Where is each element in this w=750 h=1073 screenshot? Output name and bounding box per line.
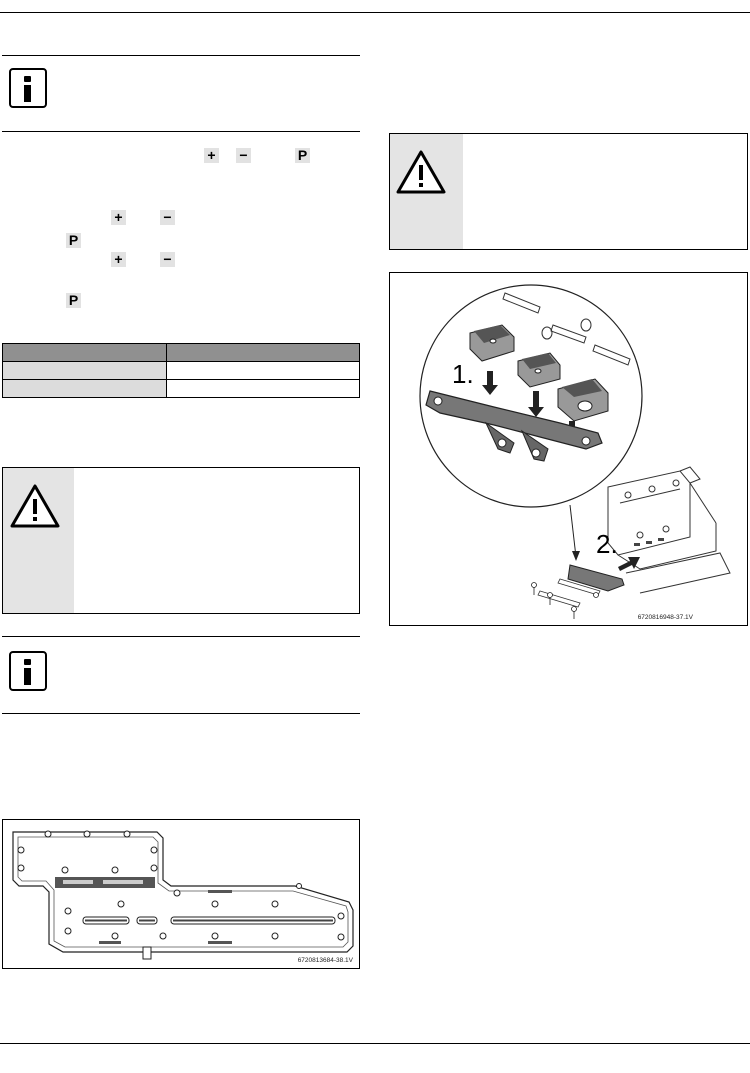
info-note-bottom-rule bbox=[2, 713, 360, 714]
step-1-label: 1. bbox=[452, 359, 474, 389]
info-icon bbox=[9, 68, 47, 108]
table-header-row bbox=[3, 344, 360, 362]
plus-key-icon: + bbox=[111, 210, 126, 225]
gasket-drawing bbox=[3, 820, 359, 968]
assembly-figure bbox=[389, 272, 748, 626]
settings-table bbox=[2, 343, 360, 398]
gasket-figure bbox=[2, 819, 360, 969]
minus-key-icon: − bbox=[160, 210, 175, 225]
page-header-rule bbox=[0, 12, 750, 13]
info-note-bottom-rule bbox=[2, 131, 360, 132]
minus-key-icon: − bbox=[236, 148, 251, 163]
info-note-top-rule bbox=[2, 55, 360, 56]
p-key-icon: P bbox=[295, 148, 310, 163]
step-2-label: 2. bbox=[596, 529, 618, 559]
info-icon bbox=[9, 651, 47, 691]
table-row bbox=[3, 380, 360, 398]
p-key-icon: P bbox=[66, 293, 81, 308]
figure-code: 6720816948-37.1V bbox=[637, 614, 693, 621]
minus-key-icon: − bbox=[160, 252, 175, 267]
p-key-icon: P bbox=[66, 233, 81, 248]
warning-triangle-icon bbox=[395, 148, 447, 196]
assembly-drawing bbox=[390, 273, 747, 625]
page-footer-rule bbox=[0, 1043, 750, 1044]
warning-box bbox=[2, 467, 360, 614]
warning-box bbox=[389, 133, 748, 250]
figure-code: 6720813684-38.1V bbox=[297, 957, 353, 964]
warning-triangle-icon bbox=[9, 482, 61, 530]
plus-key-icon: + bbox=[204, 148, 219, 163]
info-note-top-rule bbox=[2, 636, 360, 637]
table-row bbox=[3, 362, 360, 380]
plus-key-icon: + bbox=[111, 252, 126, 267]
